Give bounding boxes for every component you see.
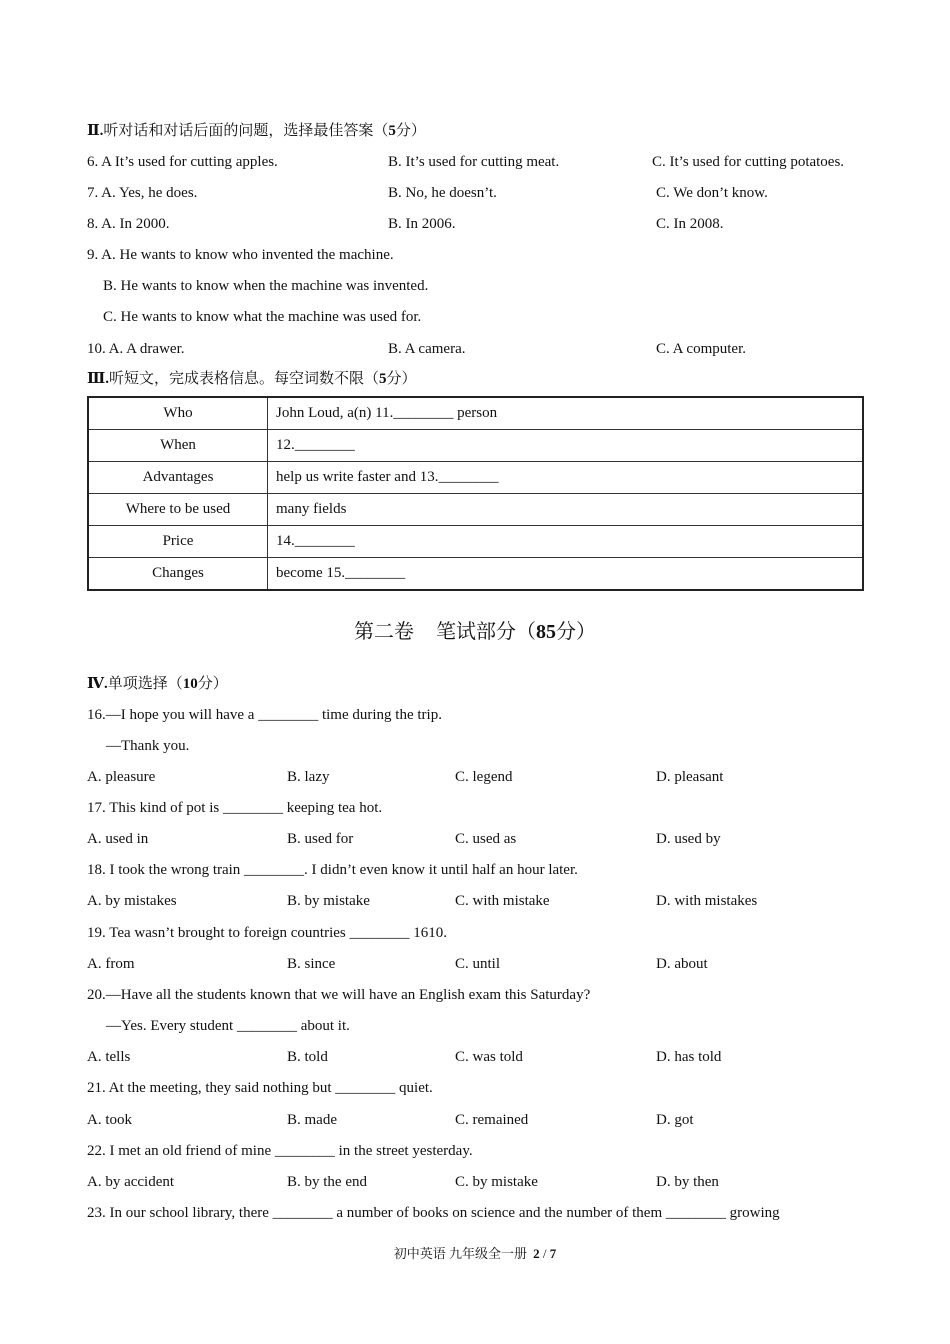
table-key-cell: Changes	[88, 558, 268, 591]
q6-option-c: C. It’s used for cutting potatoes.	[652, 154, 845, 170]
q21-option-a: A. took	[87, 1112, 132, 1128]
q19-option-d: D. about	[656, 956, 708, 972]
q16-reply: —Thank you.	[106, 738, 190, 754]
q21-option-b: B. made	[287, 1112, 337, 1128]
table-key-cell: Where to be used	[88, 494, 268, 526]
part-2-title: 第二卷 笔试部分（85分）	[354, 621, 596, 643]
q23-stem: 23. In our school library, there ________ a number of books on science and the number of them ________ growing	[87, 1205, 780, 1221]
q8-option-a: 8. A. In 2000.	[87, 216, 170, 232]
table-value-cell: John Loud, a(n) 11.________ person	[268, 397, 864, 430]
q7-option-c: C. We don’t know.	[656, 185, 768, 201]
q17-option-b: B. used for	[287, 831, 354, 847]
q18-option-d: D. with mistakes	[656, 893, 758, 909]
q20-reply: —Yes. Every student ________ about it.	[106, 1018, 350, 1034]
q18-stem: 18. I took the wrong train ________. I didn’t even know it until half an hour later.	[87, 862, 578, 878]
table-row	[88, 462, 863, 494]
q17-option-c: C. used as	[455, 831, 517, 847]
q10-option-a: 10. A. A drawer.	[87, 341, 185, 357]
q16-option-d: D. pleasant	[656, 769, 724, 785]
table-row	[88, 526, 863, 558]
q9-option-c: C. He wants to know what the machine was used for.	[103, 309, 422, 325]
q10-option-c: C. A computer.	[656, 341, 746, 357]
table-row	[88, 430, 863, 462]
q19-option-a: A. from	[87, 956, 135, 972]
q16-stem: 16.—I hope you will have a ________ time during the trip.	[87, 707, 442, 723]
q21-option-c: C. remained	[455, 1112, 529, 1128]
q18-option-a: A. by mistakes	[87, 893, 177, 909]
table-value-cell: 14.________	[268, 526, 864, 558]
table-value-cell: become 15.________	[268, 558, 864, 591]
q22-stem: 22. I met an old friend of mine ________ in the street yesterday.	[87, 1143, 473, 1159]
table-value-cell: many fields	[268, 494, 864, 526]
q22-option-a: A. by accident	[87, 1174, 175, 1190]
q16-option-b: B. lazy	[287, 769, 330, 785]
table-row	[88, 397, 863, 430]
q20-option-b: B. told	[287, 1049, 328, 1065]
table-key-cell: Who	[88, 397, 268, 430]
q9-option-a: 9. A. He wants to know who invented the machine.	[87, 247, 394, 263]
q7-option-b: B. No, he doesn’t.	[388, 185, 497, 201]
q19-stem: 19. Tea wasn’t brought to foreign countries ________ 1610.	[87, 925, 448, 941]
q17-option-a: A. used in	[87, 831, 149, 847]
q20-option-c: C. was told	[455, 1049, 523, 1065]
q21-stem: 21. At the meeting, they said nothing but ________ quiet.	[87, 1080, 433, 1096]
section-3-heading: Ⅲ.听短文，完成表格信息。每空词数不限（5分）	[87, 371, 417, 387]
page-footer: 初中英语 九年级全一册 2 / 7	[393, 1246, 557, 1261]
q8-option-c: C. In 2008.	[656, 216, 724, 232]
q22-option-c: C. by mistake	[455, 1174, 538, 1190]
section-4-heading: Ⅳ.单项选择（10分）	[87, 676, 228, 692]
q20-option-a: A. tells	[87, 1049, 131, 1065]
table-row	[88, 558, 863, 591]
q19-option-b: B. since	[287, 956, 336, 972]
q20-option-d: D. has told	[656, 1049, 722, 1065]
table-row	[88, 494, 863, 526]
q22-option-b: B. by the end	[287, 1174, 367, 1190]
q16-option-a: A. pleasure	[87, 769, 156, 785]
q17-option-d: D. used by	[656, 831, 721, 847]
q18-option-b: B. by mistake	[287, 893, 370, 909]
q6-option-a: 6. A It’s used for cutting apples.	[87, 154, 278, 170]
info-table	[87, 396, 864, 591]
q16-option-c: C. legend	[455, 769, 513, 785]
q9-option-b: B. He wants to know when the machine was invented.	[103, 278, 429, 294]
q21-option-d: D. got	[656, 1112, 694, 1128]
q10-option-b: B. A camera.	[388, 341, 466, 357]
table-value-cell: help us write faster and 13.________	[268, 462, 864, 494]
table-key-cell: When	[88, 430, 268, 462]
q6-option-b: B. It’s used for cutting meat.	[388, 154, 560, 170]
section-2-heading: Ⅱ.听对话和对话后面的问题，选择最佳答案（5分）	[87, 123, 426, 139]
q8-option-b: B. In 2006.	[388, 216, 456, 232]
table-value-cell: 12.________	[268, 430, 864, 462]
q18-option-c: C. with mistake	[455, 893, 550, 909]
table-key-cell: Advantages	[88, 462, 268, 494]
q7-option-a: 7. A. Yes, he does.	[87, 185, 198, 201]
q22-option-d: D. by then	[656, 1174, 719, 1190]
q17-stem: 17. This kind of pot is ________ keeping tea hot.	[87, 800, 383, 816]
q20-stem: 20.—Have all the students known that we will have an English exam this Saturday?	[87, 987, 591, 1003]
q19-option-c: C. until	[455, 956, 501, 972]
table-key-cell: Price	[88, 526, 268, 558]
